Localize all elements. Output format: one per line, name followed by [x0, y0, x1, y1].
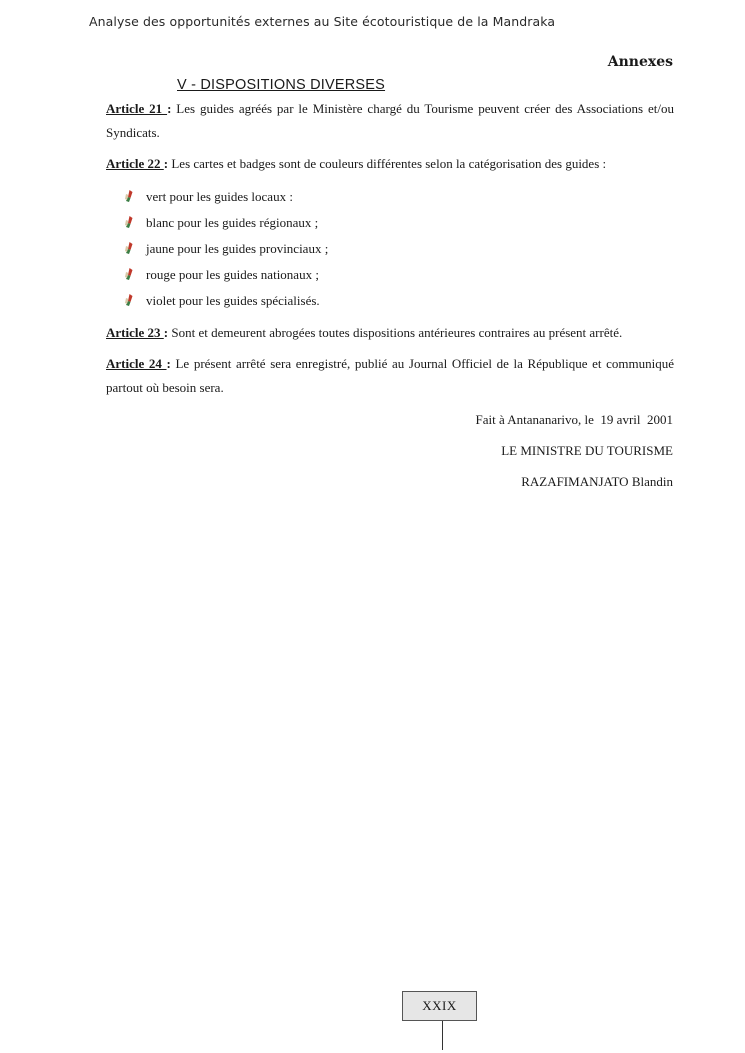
article-21-text: Les guides agréés par le Ministère chargé du Tourisme peuvent créer des Associations et/ou Syndicats. [106, 101, 674, 140]
section-title: V - DISPOSITIONS DIVERSES [177, 77, 386, 93]
signature-place-date: Fait à Antananarivo, le 19 avril 2001 [475, 412, 673, 427]
guide-color-list [124, 184, 328, 314]
article-23-colon: : [163, 325, 169, 340]
running-header: Analyse des opportunités externes au Site écotouristique de la Mandraka [89, 14, 556, 29]
article-24-label: Article 24 [106, 356, 167, 371]
madagascar-flag-bullet-icon [124, 241, 134, 255]
bullet-text: jaune pour les guides provinciaux ; [146, 241, 329, 256]
page-number-box [402, 991, 477, 1021]
madagascar-flag-bullet-icon [124, 215, 134, 229]
page-number-stem [442, 1021, 443, 1050]
article-22-label: Article 22 [106, 156, 164, 171]
bullet-text: blanc pour les guides régionaux ; [146, 215, 319, 230]
signature-name: RAZAFIMANJATO Blandin [521, 474, 673, 489]
article-23 [106, 321, 674, 345]
list-item [124, 288, 328, 314]
list-item [124, 262, 328, 288]
article-24-colon: : [166, 356, 171, 371]
article-21-label: Article 21 [106, 101, 168, 116]
page-number: XXIX [422, 998, 457, 1013]
madagascar-flag-bullet-icon [124, 293, 134, 307]
bullet-text: vert pour les guides locaux : [146, 189, 293, 204]
article-22-text: Les cartes et badges sont de couleurs différentes selon la catégorisation des guides : [168, 156, 607, 171]
article-22-colon: : [163, 156, 169, 171]
madagascar-flag-bullet-icon [124, 267, 134, 281]
article-22 [106, 152, 674, 176]
article-23-label: Article 23 [106, 325, 164, 340]
bullet-text: violet pour les guides spécialisés. [146, 293, 320, 308]
madagascar-flag-bullet-icon [124, 189, 134, 203]
list-item [124, 210, 328, 236]
signature-title: LE MINISTRE DU TOURISME [501, 443, 673, 458]
article-24 [106, 352, 674, 400]
annexes-label: Annexes [607, 54, 673, 70]
article-24-text: Le présent arrêté sera enregistré, publié au Journal Officiel de la République et communiqué partout où besoin sera. [106, 356, 674, 395]
list-item [124, 236, 328, 262]
article-23-text: Sont et demeurent abrogées toutes dispositions antérieures contraires au présent arrêté. [168, 325, 623, 340]
article-21 [106, 97, 674, 145]
article-21-colon: : [167, 101, 172, 116]
list-item [124, 184, 328, 210]
bullet-text: rouge pour les guides nationaux ; [146, 267, 319, 282]
